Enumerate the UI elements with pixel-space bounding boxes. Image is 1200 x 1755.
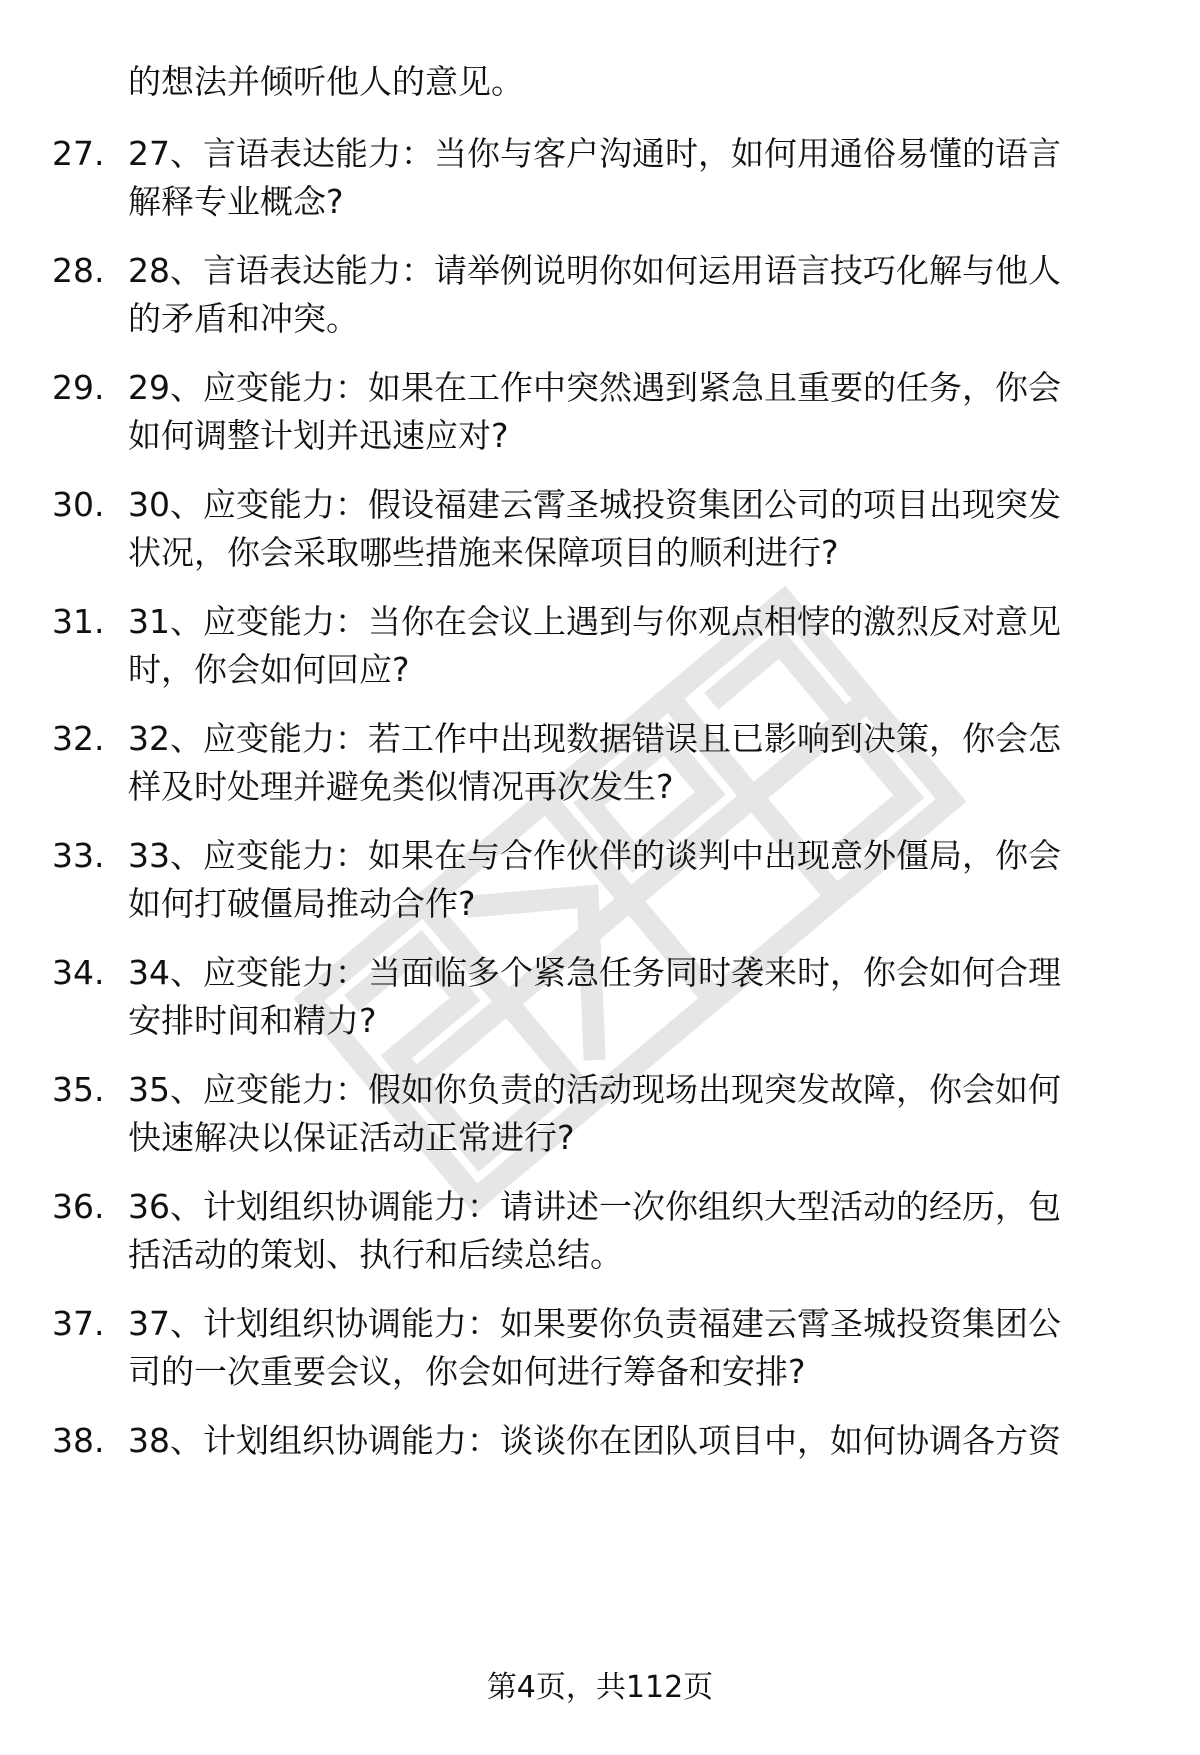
item-text: 33、应变能力：如果在与合作伙伴的谈判中出现意外僵局，你会 如何打破僵局推动合作? <box>128 836 1061 923</box>
item-number: 27. <box>52 134 105 173</box>
list-item <box>0 949 1200 1049</box>
item-number: 33. <box>52 836 105 875</box>
item-number: 38. <box>52 1421 105 1460</box>
item-text: 29、应变能力：如果在工作中突然遇到紧急且重要的任务，你会 如何调整计划并迅速应对? <box>128 368 1061 455</box>
item-number: 30. <box>52 485 105 524</box>
item-text: 34、应变能力：当面临多个紧急任务同时袭来时，你会如何合理 安排时间和精力? <box>128 953 1061 1040</box>
item-text: 35、应变能力：假如你负责的活动现场出现突发故障，你会如何 快速解决以保证活动正常进行? <box>128 1070 1061 1157</box>
item-text: 28、言语表达能力：请举例说明你如何运用语言技巧化解与他人 的矛盾和冲突。 <box>128 251 1061 338</box>
item-number: 31. <box>52 602 105 641</box>
item-number: 35. <box>52 1070 105 1109</box>
item-number: 32. <box>52 719 105 758</box>
item-number: 29. <box>52 368 105 407</box>
page-footer: 第4页，共112页 <box>486 1670 714 1705</box>
list-item <box>0 1066 1200 1166</box>
item-number: 37. <box>52 1304 105 1343</box>
item-number: 34. <box>52 953 105 992</box>
list-item <box>0 1300 1200 1400</box>
list-item <box>0 715 1200 815</box>
item-text: 37、计划组织协调能力：如果要你负责福建云霄圣城投资集团公 司的一次重要会议，你会如何进行筹备和安排? <box>128 1304 1061 1391</box>
list-item <box>0 1417 1200 1477</box>
item-text: 30、应变能力：假设福建云霄圣城投资集团公司的项目出现突发 状况，你会采取哪些措施来保障项目的顺利进行? <box>128 485 1061 572</box>
item-text: 36、计划组织协调能力：请讲述一次你组织大型活动的经历，包 括活动的策划、执行和后续总结。 <box>128 1187 1061 1274</box>
item-number: 28. <box>52 251 105 290</box>
item-text: 27、言语表达能力：当你与客户沟通时，如何用通俗易懂的语言 解释专业概念? <box>128 134 1061 221</box>
continuation-text: 的想法并倾听他人的意见。 <box>128 62 524 101</box>
list-item <box>0 598 1200 698</box>
list-item <box>0 481 1200 581</box>
list-item <box>0 1183 1200 1283</box>
list-item <box>0 130 1200 230</box>
list-item <box>0 247 1200 347</box>
item-number: 36. <box>52 1187 105 1226</box>
list-item <box>0 832 1200 932</box>
item-text: 32、应变能力：若工作中出现数据错误且已影响到决策，你会怎 样及时处理并避免类似情况再次发生? <box>128 719 1061 806</box>
list-item <box>0 364 1200 464</box>
item-text: 38、计划组织协调能力：谈谈你在团队项目中，如何协调各方资 <box>128 1421 1061 1460</box>
item-text: 31、应变能力：当你在会议上遇到与你观点相悖的激烈反对意见 时，你会如何回应? <box>128 602 1061 689</box>
